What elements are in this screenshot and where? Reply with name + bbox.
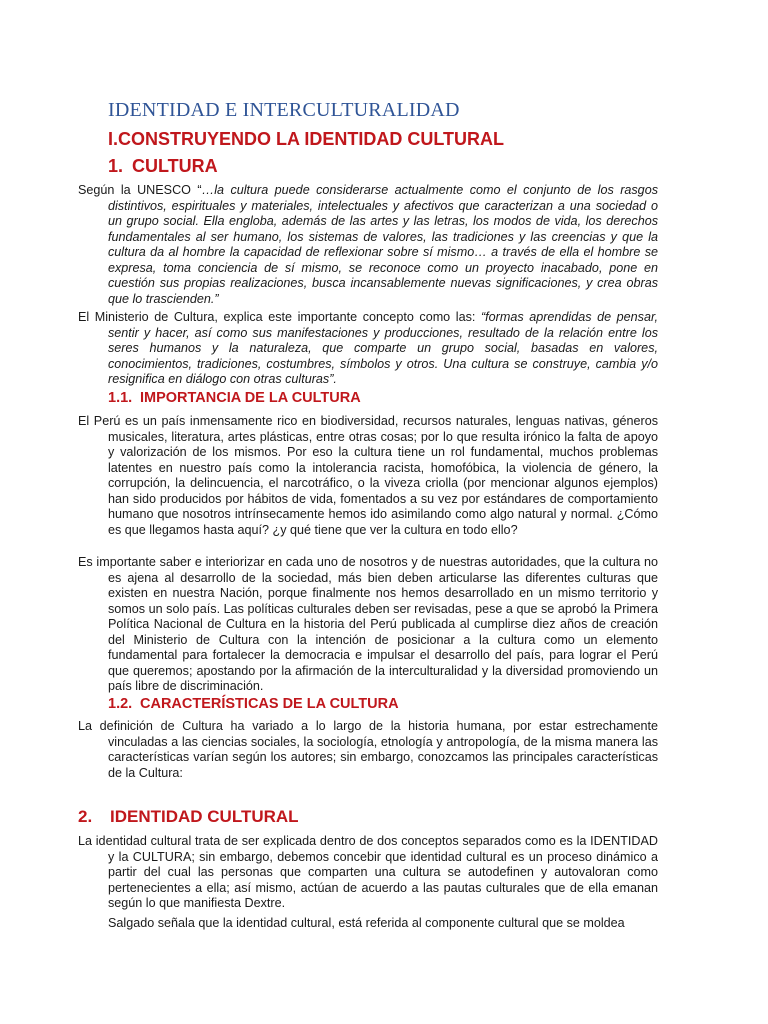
paragraph-quote: …la cultura puede considerarse actualmente como el conjunto de los rasgos distintivos, espirituales y materiales, intelectuales y afectivos que caracterizan a una sociedad o un grupo social. Ella engloba, además de las artes y las letras, los modos de vida, los derechos fundamentales al ser humano, los sistemas de valores, las tradiciones y las creencias y que la cultura da al hombre la capacidad de reflexionar sobre sí mismo… a través de ella el hombre se expresa, toma conciencia de sí mismo, se reconoce como un proyecto inacabado, pone en cuestión sus propias realizaciones, busca incansablemente nuevas significaciones, y crea obras que lo trascienden.”: [108, 183, 658, 306]
section-heading-identidad-cultural: [78, 807, 299, 827]
paragraph-salgado: Salgado señala que la identidad cultural, está referida al componente cultural que se moldea: [108, 916, 625, 930]
section-number: 1.2.: [108, 696, 133, 712]
section-number: 1.1.: [108, 390, 133, 406]
section-label: CULTURA: [132, 156, 218, 176]
paragraph-quote: “formas aprendidas de pensar, sentir y hacer, así como sus manifestaciones y producciones, resultado de la relación entre los seres humanos y la naturaleza, que comparte un grupo social, basadas en valores, conocimientos, tradiciones, costumbres, símbolos y otros. Una cultura se construye, cambia y/o resignifica en diálogo con otras culturas”.: [108, 310, 658, 386]
paragraph-lead: Según la UNESCO “: [78, 183, 202, 197]
section-number: 2.: [78, 807, 93, 826]
section-heading-cultura: [108, 156, 218, 177]
section-label: IDENTIDAD CULTURAL: [110, 807, 299, 826]
paragraph-definicion: La definición de Cultura ha variado a lo largo de la historia humana, por estar estrechamente vinculadas a las ciencias sociales, la sociología, etnología y antropología, de la misma manera las características varían según los autores; sin embargo, conozcamos las principales características de la Cultura:: [78, 719, 658, 780]
paragraph-importante: Es importante saber e interiorizar en cada uno de nosotros y de nuestras autoridades, que la cultura no es ajena al desarrollo de la sociedad, más bien deben articularse las diferentes culturas que existen en nuestra Nación, porque finalmente nos hemos desarrollado en un mismo territorio y somos un solo país. Las políticas culturales deben ser revisadas, pese a que se aprobó la Primera Política Nacional de Cultura en la historia del Perú publicada al cumplirse diez años de creación del Ministerio de Cultura con la intención de posicionar a la cultura como un elemento fundamental para fortalecer la democracia e impulsar el desarrollo del país, para lograr el Perú que queremos; apostando por la afirmación de la interculturalidad y la diversidad promoviendo un país libre de discriminación.: [78, 555, 658, 693]
paragraph-peru: El Perú es un país inmensamente rico en biodiversidad, recursos naturales, lenguas nativas, géneros musicales, literatura, artes plásticas, entre otras cosas; por lo que resulta irónico la falta de apoyo y valorización de los mismos. Por eso la cultura tiene un rol fundamental, muchos problemas latentes en nuestro país como la intolerancia racista, homofóbica, la violencia de género, la corrupción, la delincuencia, el narcotráfico, o la viveza criolla (por mencionar algunos ejemplos) han sido producidos por hábitos de vida, fomentados a su vez por estándares de comportamiento humano que nosotros intrínsecamente hemos ido asimilando como algo natural y normal. ¿Cómo es que llegamos hasta aquí? ¿y qué tiene que ver la cultura en todo ello?: [78, 414, 658, 537]
section-number: 1.: [108, 156, 124, 176]
section-heading-importancia: [108, 390, 361, 406]
section-heading-construyendo: I.CONSTRUYENDO LA IDENTIDAD CULTURAL: [108, 129, 504, 149]
paragraph-unesco: [78, 183, 658, 307]
section-heading-caracteristicas: [108, 696, 399, 712]
section-label: IMPORTANCIA DE LA CULTURA: [140, 390, 361, 406]
document-title: IDENTIDAD E INTERCULTURALIDAD: [108, 99, 460, 121]
paragraph-identidad: La identidad cultural trata de ser explicada dentro de dos conceptos separados como es la IDENTIDAD y la CULTURA; sin embargo, debemos concebir que identidad cultural es un proceso dinámico a partir del cual las personas que comparten una cultura se autodefinen y autovaloran como pertenecientes a ella; así mismo, actúan de acuerdo a las pautas culturales que de ella emanan según lo que manifiesta Dextre.: [78, 834, 658, 910]
paragraph-lead: El Ministerio de Cultura, explica este importante concepto como las:: [78, 310, 481, 324]
section-label: CARACTERÍSTICAS DE LA CULTURA: [140, 696, 399, 712]
paragraph-ministerio: [78, 310, 658, 388]
